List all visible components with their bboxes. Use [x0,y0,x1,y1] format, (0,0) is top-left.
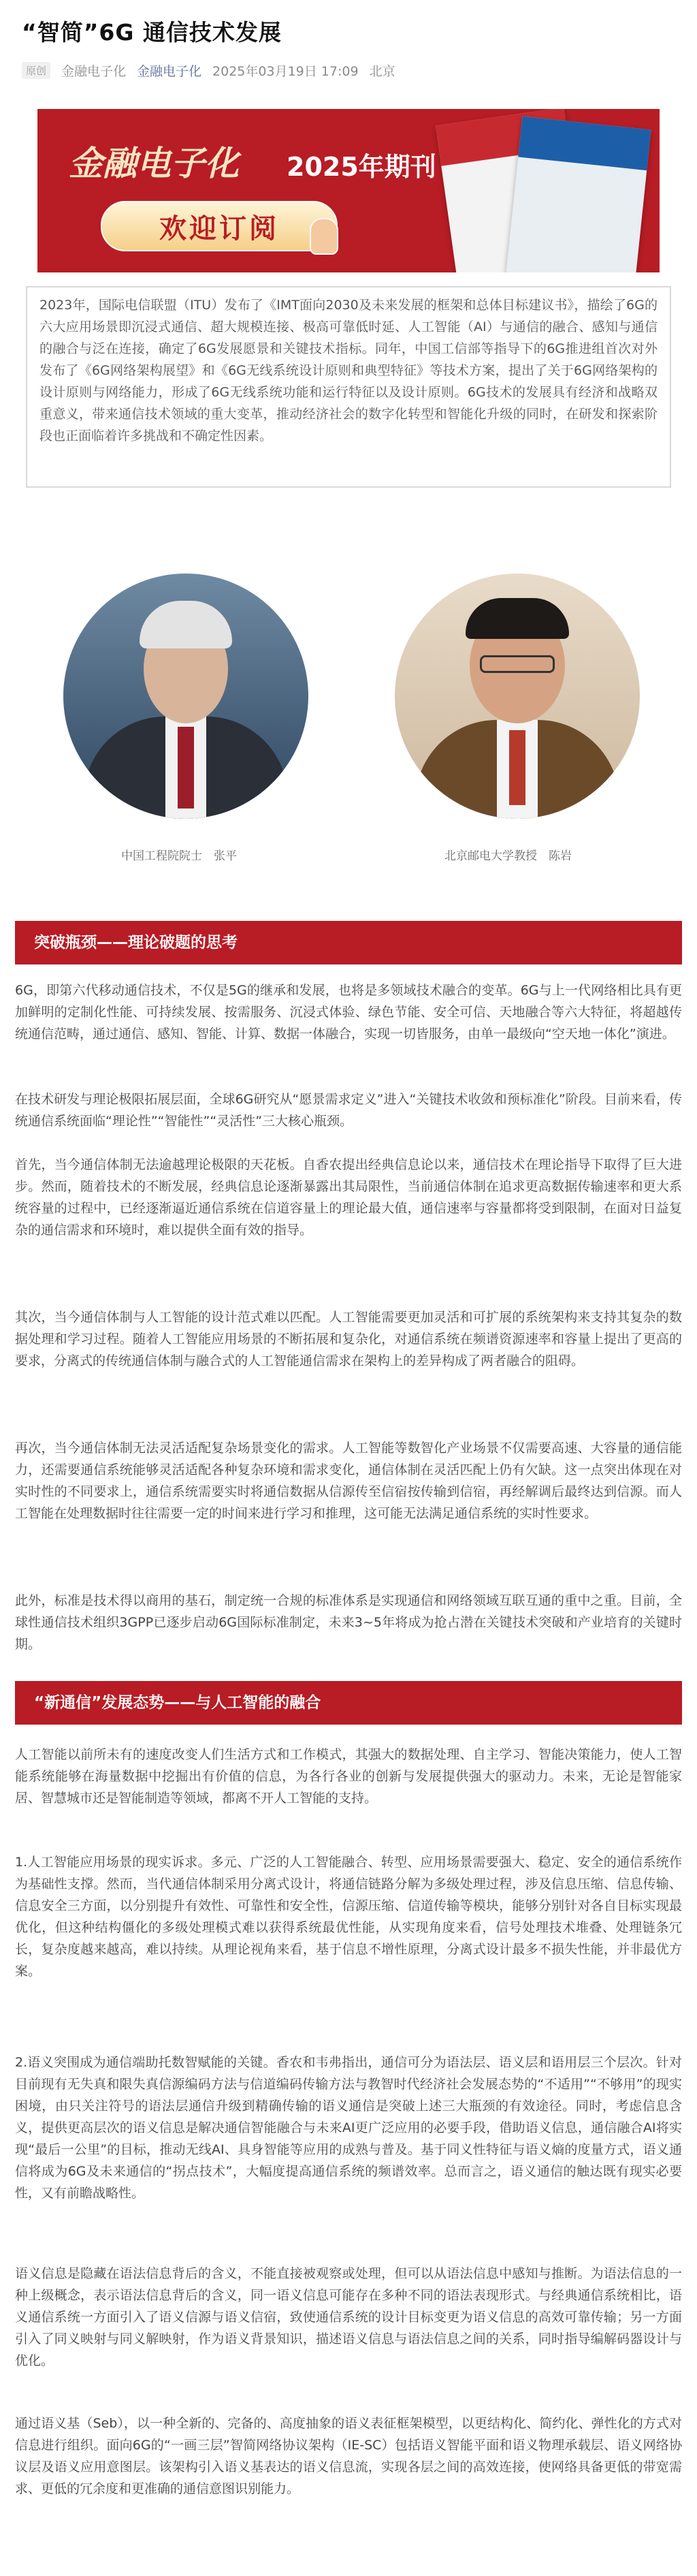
paragraph: 首先，当今通信体制无法逾越理论极限的天花板。自香农提出经典信息论以来，通信技术在理论指导下取得了巨大进步。然而，随着技术的不断发展，经典信息论逐渐暴露出其局限性，当前通信体制在追求更高数据传输速率和更大系统容量的过程中，已经逐渐逼近通信系统在信道容量上的理论最大值，通信速率与容量都将受到限制，在面对日益复杂的通信需求和环境时，难以提供全面有效的指导。 [15,1157,682,1238]
section-heading: “新通信”发展态势——与人工智能的融合 [15,1681,682,1725]
article-meta [22,61,395,80]
paragraph: 再次，当今通信体制无法灵活适配复杂场景变化的需求。人工智能等数智化产业场景不仅需要高速、大容量的通信能力，还需要通信系统能够灵活适配各种复杂环境和需求变化，通信体制在灵活匹配上仍有欠缺。这一点突出体现在对实时性的不同要求上，通信系统需要实时将通信数据从信源传至信宿按传输到信宿，再经解调后最终达到信源。而人工智能在处理数据时往往需要一定的时间来进行学习和推理，这可能无法满足通信系统的实时性要求。 [15,1441,682,1521]
publish-location: 北京 [369,64,395,79]
portrait-photo [395,574,640,819]
article-title: “智简”6G 通信技术发展 [22,19,282,46]
paragraph: 6G，即第六代移动通信技术，不仅是5G的继承和发展，也将是多领域技术融合的变革。6G与上一代网络相比具有更加鲜明的定制化性能、可持续发展、按需服务、沉浸式体验、绿色节能、安全可信、天地融合等六大特征，将超越传统通信范畴，通过通信、感知、智能、计算、数据一体融合，实现一切皆服务，由单一最级向“空天地一体化”演进。 [15,983,682,1041]
section-heading: 突破瓶颈——理论破题的思考 [15,921,682,964]
portrait-photo [63,574,308,819]
account-link[interactable]: 金融电子化 [137,64,202,79]
banner-year: 2025年期刊 [287,152,436,182]
portrait-caption: 北京邮电大学教授 陈岩 [444,849,572,863]
article-abstract: 2023年，国际电信联盟（ITU）发布了《IMT面向2030及未来发展的框架和总体目标建议书》，描绘了6G的六大应用场景即沉浸式通信、超大规模连接、极高可靠低时延、人工智能（AI）与通信的融合、感知与通信的融合与泛在连接，确定了6G发展愿景和关键技术指标。同年，中国工信部等指导下的6G推进组首次对外发布了《6G网络架构展望》和《6G无线系统设计原则和典型特征》等技术方案，提出了关于6G网络架构的设计原则与网络能力，形成了6G无线系统功能和运行特征以及设计原则。6G技术的发展具有经济和战略双重意义，带来通信技术领域的重大变革，推动经济社会的数字化转型和智能化升级的同时，在研发和探索阶段也正面临着许多挑战和不确定性因素。 [26,286,671,488]
paragraph: 语义信息是隐藏在语法信息背后的含义，不能直接被观察或处理，但可以从语法信息中感知与推断。为语法信息的一种上级概念，表示语法信息背后的含义，同一语义信息可能存在多种不同的语法表现形式。与经典通信系统相比，语义通信系统一方面引入了语义信源与语义信宿，致使通信系统的设计目标变更为语义信息的高效可靠传输；另一方面引入了同义映射与同义解映射，作为语义背景知识，描述语义信息与语法信息之间的关系，同时指导编解码器设计与优化。 [15,2266,682,2368]
banner-brand: 金融电子化 [69,143,239,183]
author-name: 金融电子化 [61,64,127,79]
paragraph: 人工智能以前所未有的速度改变人们生活方式和工作模式，其强大的数据处理、自主学习、智能决策能力，使人工智能系统能够在海量数据中挖掘出有价值的信息，为各行各业的创新与发展提供强大的驱动力。未来，无论是智能家居、智慧城市还是智能制造等领域，都离不开人工智能的支持。 [15,1747,682,1806]
magazine-cover-image [506,116,651,272]
portrait-caption: 中国工程院院士 张平 [121,849,237,863]
subscribe-button[interactable]: 欢迎订阅 [101,201,338,251]
paragraph: 2.语义突围成为通信端助托数智赋能的关键。香农和韦弗指出，通信可分为语法层、语义层和语用层三个层次。针对目前现有无失真和限失真信源编码方法与信道编码传输方法与教智时代经济社会发展态势的“不适用”“不够用”的现实困境，由只关注符号的语法层通信升级到精确传输的语义通信是突破上述三大瓶颈的有效途径。同时，考虑信息含义，提供更高层次的语义信息是解决通信智能融合与未来AI更广泛应用的必要手段，借助语义信息，通信融合AI将实现“最后一公里”的目标，推动无线AI、具身智能等应用的成熟与普及。基于同义性特征与语义熵的度量方式，语义通信将成为6G及未来通信的“拐点技术”，大幅度提高通信系统的频谱效率。总而言之，语义通信的触达既有现实必要性，又有前瞻战略性。 [15,2055,682,2201]
paragraph: 在技术研发与理论极限拓展层面，全球6G研究从“愿景需求定义”进入“关键技术收敛和预标准化”阶段。目前来看，传统通信系统面临“理论性”“智能性”“灵活性”三大核心瓶颈。 [15,1092,682,1129]
paragraph: 通过语义基（Seb），以一种全新的、完备的、高度抽象的语义表征框架模型，以更结构化、简约化、弹性化的方式对信息进行组织。面向6G的“一画三层”智简网络协议架构（IE-SC）包括语义智能平面和语义物理承载层、语义网络协议层及语义应用意图层。该架构引入语义基表达的语义信息流，实现各层之间的高效连接，使网络具备更低的带宽需求、更低的冗余度和更准确的通信意图识别能力。 [15,2416,682,2496]
pointing-hand-icon [310,218,338,255]
publish-datetime: 2025年03月19日 17:09 [212,64,359,79]
original-tag: 原创 [22,62,50,79]
paragraph: 1.人工智能应用场景的现实诉求。多元、广泛的人工智能融合、转型、应用场景需要强大、稳定、安全的通信系统作为基础性支撑。然而，当代通信体制采用分离式设计，将通信链路分解为多级处理过程，涉及信息压缩、信息传输、信息安全三方面，以分别提升有效性、可靠性和安全性，信源压缩、信道传输等模块，能够分别针对各自目标实现最优化，但这种结构僵化的多级处理模式难以获得系统最优性能，从实现角度来看，信号处理技术堆叠、处理链条冗长，复杂度越来越高，难以持续。从理论视角来看，基于信息不增性原理，分离式设计最多不损失性能，并非最优方案。 [15,1855,682,1979]
paragraph: 其次，当今通信体制与人工智能的设计范式难以匹配。人工智能需要更加灵活和可扩展的系统架构来支持其复杂的数据处理和学习过程。随着人工智能应用场景的不断拓展和复杂化，对通信系统在频谱资源速率和容量上提出了更高的要求，分离式的传统通信体制与融合式的人工智能通信需求在架构上的差异构成了两者融合的阻碍。 [15,1310,682,1368]
paragraph: 此外，标准是技术得以商用的基石，制定统一合规的标准体系是实现通信和网络领域互联互通的重中之重。目前，全球性通信技术组织3GPP已逐步启动6G国际标准制定，未来3~5年将成为抢占潜在关键技术突破和产业培育的关键时期。 [15,1593,682,1652]
subscription-banner[interactable] [37,109,660,272]
